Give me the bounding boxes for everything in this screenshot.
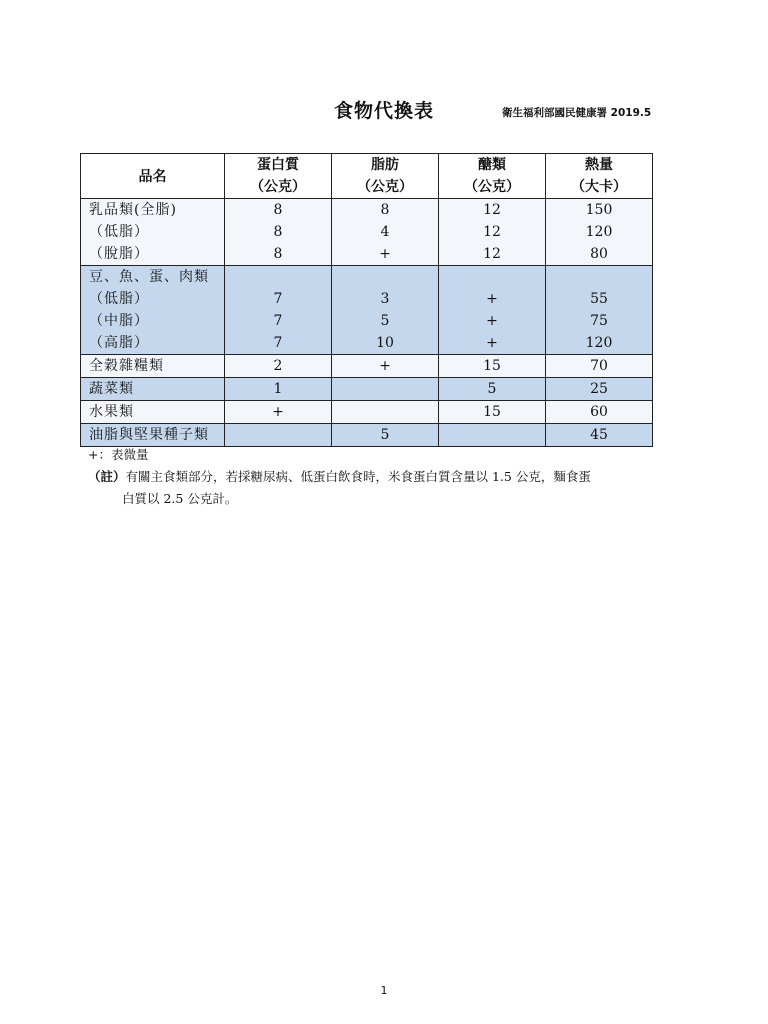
cell-carb [439, 424, 546, 447]
cell-carb: 5 [439, 378, 546, 401]
table-row-vegetables [81, 378, 653, 401]
table-row-protein-foods [81, 266, 653, 355]
header-carb: 醣類 （公克） [439, 154, 546, 199]
cell-carb: 15 [439, 355, 546, 378]
cell-carb: 12 12 12 [439, 199, 546, 266]
food-exchange-table [80, 153, 653, 447]
page-title: 食物代換表 [333, 100, 434, 122]
table-row-fruits [81, 401, 653, 424]
cell-protein: 2 [225, 355, 332, 378]
row-name: 油脂與堅果種子類 [81, 424, 225, 447]
cell-kcal: 150 120 80 [546, 199, 653, 266]
cell-protein: 1 [225, 378, 332, 401]
footnote [88, 466, 658, 510]
trace-legend: +：表微量 [88, 447, 149, 462]
cell-protein [225, 424, 332, 447]
cell-kcal: 45 [546, 424, 653, 447]
footnote-label: （註） [88, 469, 126, 484]
cell-fat: 5 [332, 424, 439, 447]
cell-fat [332, 401, 439, 424]
cell-protein: 7 7 7 [225, 266, 332, 355]
table-row-dairy [81, 199, 653, 266]
table-row-grains [81, 355, 653, 378]
cell-kcal: 70 [546, 355, 653, 378]
footnote-text-1: 有關主食類部分，若採糖尿病、低蛋白飲食時，米食蛋白質含量以 1.5 公克，麵食蛋 [125, 469, 591, 484]
cell-kcal: 55 75 120 [546, 266, 653, 355]
table-row-oils-nuts [81, 424, 653, 447]
row-name: 乳品類(全脂) （低脂） （脫脂） [81, 199, 225, 266]
cell-kcal: 25 [546, 378, 653, 401]
cell-fat: 3 5 10 [332, 266, 439, 355]
cell-fat: 8 4 + [332, 199, 439, 266]
cell-fat: + [332, 355, 439, 378]
row-name: 豆、魚、蛋、肉類 （低脂） （中脂） （高脂） [81, 266, 225, 355]
row-name: 全穀雜糧類 [81, 355, 225, 378]
cell-protein: + [225, 401, 332, 424]
page-number: 1 [380, 984, 388, 997]
cell-carb: 15 [439, 401, 546, 424]
cell-carb: + + + [439, 266, 546, 355]
cell-kcal: 60 [546, 401, 653, 424]
source-label: 衛生福利部國民健康署 2019.5 [502, 107, 652, 119]
cell-protein: 8 8 8 [225, 199, 332, 266]
header-kcal: 熱量 （大卡） [546, 154, 653, 199]
row-name: 水果類 [81, 401, 225, 424]
header-protein: 蛋白質 （公克） [225, 154, 332, 199]
cell-fat [332, 378, 439, 401]
footnote-text-2: 白質以 2.5 公克計。 [122, 491, 238, 506]
header-name: 品名 [81, 154, 225, 199]
table-header-row [81, 154, 653, 199]
row-name: 蔬菜類 [81, 378, 225, 401]
header-fat: 脂肪 （公克） [332, 154, 439, 199]
